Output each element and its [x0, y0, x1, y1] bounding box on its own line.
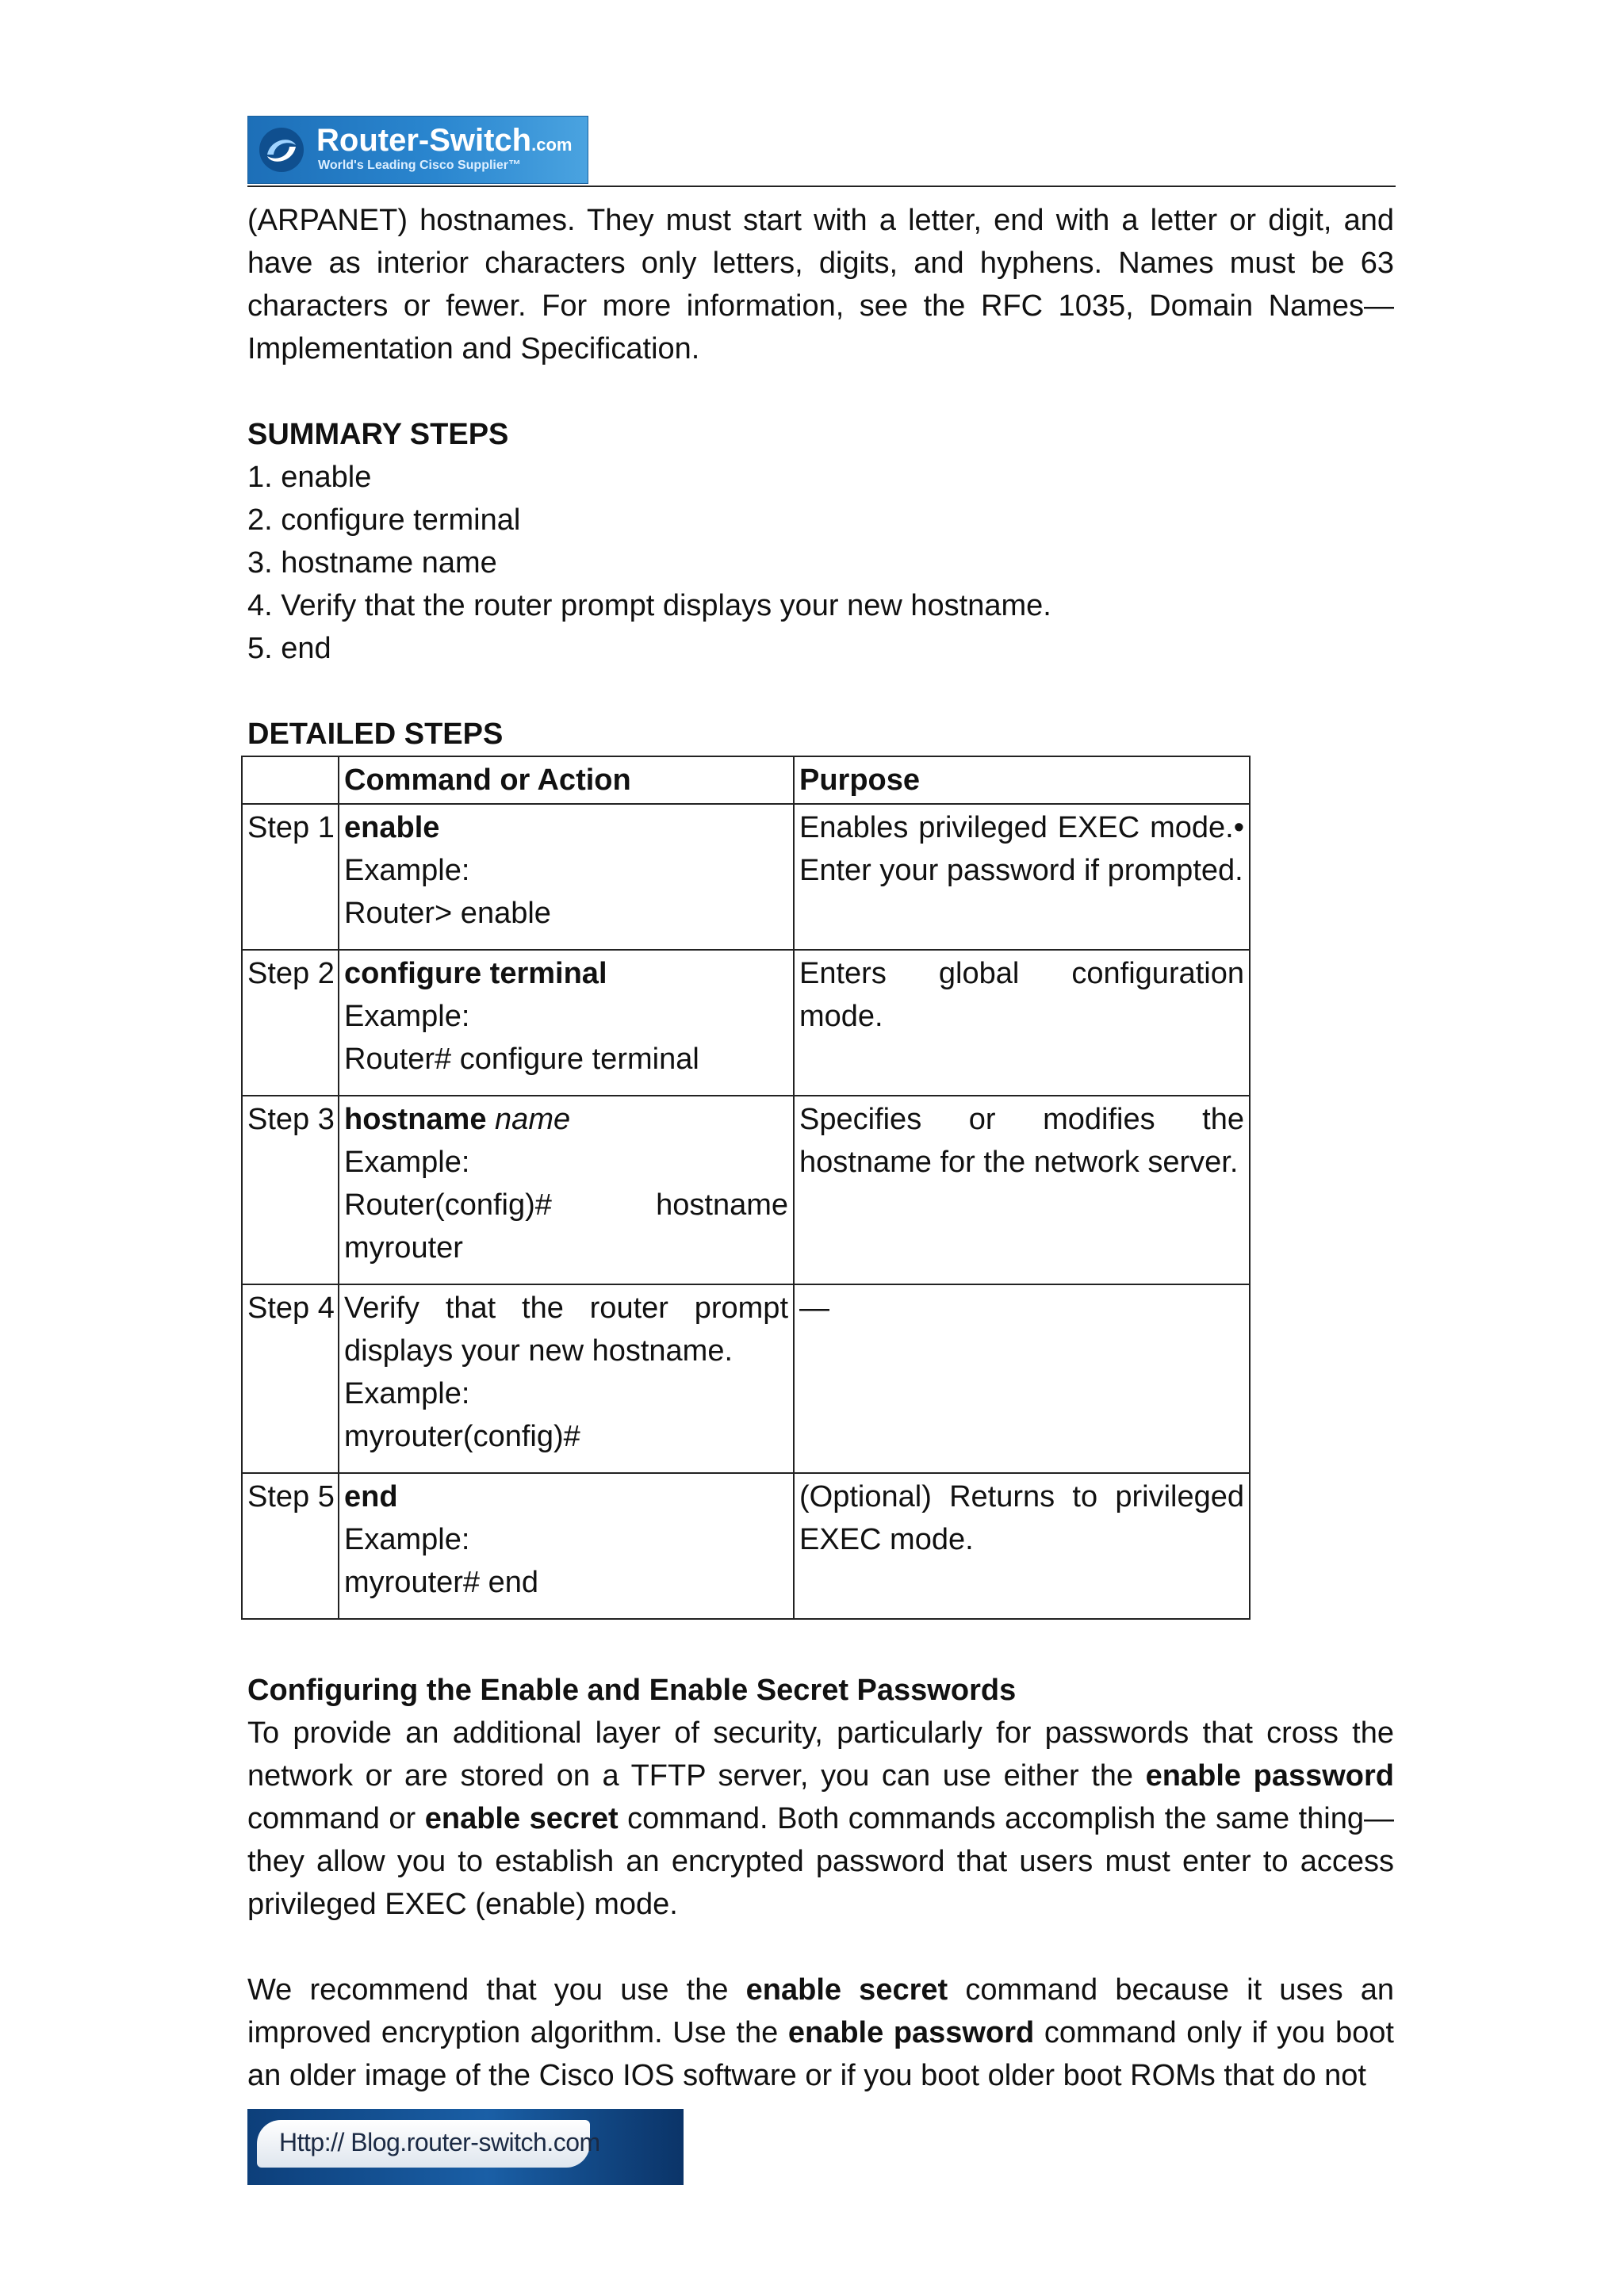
command-argument: name: [495, 1103, 571, 1136]
command-line: [344, 1098, 788, 1141]
example-label: Example:: [344, 1000, 470, 1033]
table-row: [242, 1473, 1250, 1619]
summary-step-item: 5. end: [247, 632, 331, 665]
summary-step-item: 1. enable: [247, 461, 372, 494]
command-text: hostname: [344, 1103, 487, 1136]
example-label: Example:: [344, 1523, 470, 1556]
summary-steps-heading: SUMMARY STEPS: [247, 418, 509, 451]
summary-step-item: 3. hostname name: [247, 546, 497, 580]
document-body: [247, 199, 1394, 2097]
summary-step-item: 4. Verify that the router prompt displays your new hostname.: [247, 589, 1051, 622]
command-text: configure terminal: [344, 957, 607, 990]
command-text: end: [344, 1480, 398, 1513]
logo-brand-name: Router-Switch.com: [316, 123, 573, 158]
detailed-steps-table: [241, 756, 1251, 1620]
step-label: Step 4: [242, 1284, 339, 1473]
section-paragraph-2: We recommend that you use the enable secret command because it uses an improved encryption algorithm. Use the enable password command only if you boot an older image of the Cisco IOS software or if you boot older boot ROMs that do not: [247, 1973, 1395, 2092]
action-text: Verify that the router prompt displays your new hostname.: [344, 1292, 788, 1368]
example-label: Example:: [344, 854, 470, 887]
table-row: [242, 1284, 1250, 1473]
table-header-row: [242, 756, 1250, 804]
purpose-cell: —: [794, 1284, 1250, 1473]
header-divider: [247, 186, 1396, 187]
example-label: Example:: [344, 1377, 470, 1410]
example-label: Example:: [344, 1146, 470, 1179]
command-cell: [339, 804, 794, 950]
step-label: Step 3: [242, 1096, 339, 1284]
logo-tagline: World's Leading Cisco Supplier™: [318, 159, 521, 172]
column-header-purpose: Purpose: [794, 756, 1250, 804]
example-text: myrouter(config)#: [344, 1420, 580, 1453]
spacer: [247, 670, 1394, 713]
purpose-cell: (Optional) Returns to privileged EXEC mode.: [794, 1473, 1250, 1619]
purpose-cell: Specifies or modifies the hostname for the network server.: [794, 1096, 1250, 1284]
step-label: Step 1: [242, 804, 339, 950]
section-paragraph-1: To provide an additional layer of security, particularly for passwords that cross the network or are stored on a TFTP server, you can use either the enable password command or enable secret command. Both commands accomplish the same thing—they allow you to establish an encrypted password that users must enter to access privileged EXEC (enable) mode.: [247, 1716, 1395, 1921]
blog-url-banner: [247, 2109, 684, 2185]
intro-paragraph: (ARPANET) hostnames. They must start with a letter, end with a letter or digit, and have as interior characters only letters, digits, and hyphens. Names must be 63 characters or fewer. For more information, see the RFC 1035, Domain Names—Implementation and Specification.: [247, 204, 1394, 365]
banner-url-text: Http:// Blog.router-switch.com: [279, 2128, 600, 2156]
example-text: Router> enable: [344, 897, 551, 930]
summary-steps-list: [247, 456, 1394, 670]
example-text: myrouter# end: [344, 1566, 539, 1599]
step-label: Step 5: [242, 1473, 339, 1619]
table-row: [242, 950, 1250, 1096]
command-cell: [339, 950, 794, 1096]
purpose-cell: Enters global configuration mode.: [794, 950, 1250, 1096]
step-label: Step 2: [242, 950, 339, 1096]
router-switch-logo: [247, 116, 588, 184]
purpose-cell: Enables privileged EXEC mode.• Enter your password if prompted.: [794, 804, 1250, 950]
command-cell: [339, 1473, 794, 1619]
column-header-step: [242, 756, 339, 804]
table-row: [242, 1096, 1250, 1284]
example-text: Router# configure terminal: [344, 1043, 699, 1076]
swirl-logo-icon: [256, 124, 307, 175]
table-row: [242, 804, 1250, 950]
example-text: Router(config)# hostname myrouter: [344, 1188, 788, 1265]
section-heading: Configuring the Enable and Enable Secret Passwords: [247, 1674, 1017, 1707]
column-header-command: Command or Action: [339, 756, 794, 804]
detailed-steps-heading: DETAILED STEPS: [247, 718, 504, 751]
spacer: [247, 1926, 1394, 1969]
command-cell: [339, 1284, 794, 1473]
spacer: [247, 370, 1394, 413]
spacer: [247, 1620, 1394, 1669]
command-text: enable: [344, 811, 440, 844]
command-cell: [339, 1096, 794, 1284]
summary-step-item: 2. configure terminal: [247, 503, 521, 537]
